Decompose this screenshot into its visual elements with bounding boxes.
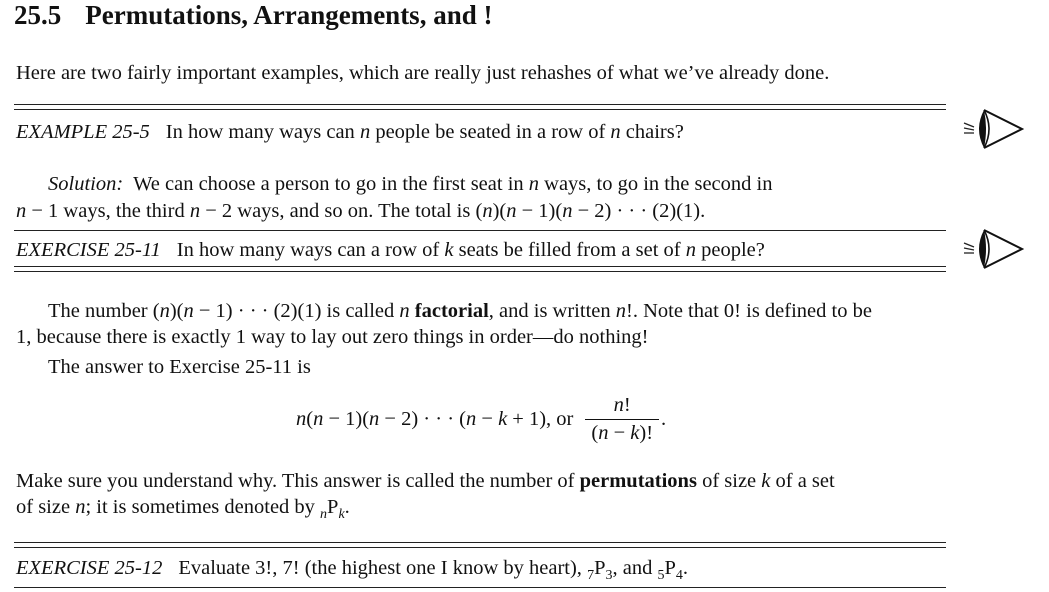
exercise-11-top-rule: [14, 230, 946, 231]
solution-line-1: Solution: We can choose a person to go in the first seat in n ways, to go in the second in: [48, 173, 773, 195]
exercise-11-label: EXERCISE 25-11: [16, 239, 161, 261]
example-label: EXAMPLE 25-5: [16, 121, 150, 143]
factorial-term: factorial: [414, 300, 489, 322]
solution-line-2: n − 1 ways, the third n − 2 ways, and so on. The total is (n)(n − 1)(n − 2) · · · (2)(1).: [16, 200, 706, 222]
formula-product: n(n − 1)(n − 2) · · · (n − k + 1), or: [296, 408, 574, 430]
factorial-line-2: 1, because there is exactly 1 way to lay out zero things in order—do nothing!: [16, 326, 649, 348]
section-title: Permutations, Arrangements, and !: [85, 0, 493, 30]
exercise-12-question: EXERCISE 25-12 Evaluate 3!, 7! (the highest one I know by heart), $_7P_3$, and $_5P_4$.: [16, 557, 688, 584]
example-question: EXAMPLE 25-5 In how many ways can n people be seated in a row of n chairs?: [16, 121, 684, 143]
answer-intro: The answer to Exercise 25-11 is: [48, 356, 311, 378]
permutations-line-2: of size n; it is sometimes denoted by $_nP_k$.: [16, 496, 350, 523]
exercise-11-question: EXERCISE 25-11 In how many ways can a row of k seats be filled from a set of n people?: [16, 239, 765, 261]
permutation-formula: n(n − 1)(n − 2) · · · (n − k + 1), or $\frac{n!}{(n - k)!}$ .: [296, 394, 667, 444]
permutations-line-1: Make sure you understand why. This answer is called the number of permutations of size k of a set: [16, 470, 835, 492]
exercise-12-bottom-rule: [14, 587, 946, 588]
exercise-11-bottom-rule: [14, 266, 946, 272]
formula-fraction: [585, 394, 659, 445]
factorial-line-1: The number (n)(n − 1) · · · (2)(1) is called n factorial, and is written n!. Note that 0! is defined to be: [48, 300, 872, 322]
example-top-rule: [14, 104, 946, 110]
fraction-denominator: (n − k)!: [585, 419, 659, 445]
section-number: 25.5: [14, 0, 62, 30]
exercise-12-label: EXERCISE 25-12: [16, 557, 163, 579]
fraction-numerator: n!: [613, 394, 631, 416]
intro-paragraph: Here are two fairly important examples, which are really just rehashes of what we’ve already done.: [16, 62, 830, 84]
permutations-term: permutations: [579, 470, 697, 492]
eye-icon: [962, 226, 1024, 272]
section-heading: [14, 0, 492, 31]
solution-label: Solution:: [48, 173, 124, 195]
eye-icon: [962, 106, 1024, 152]
exercise-12-top-rule: [14, 542, 946, 548]
